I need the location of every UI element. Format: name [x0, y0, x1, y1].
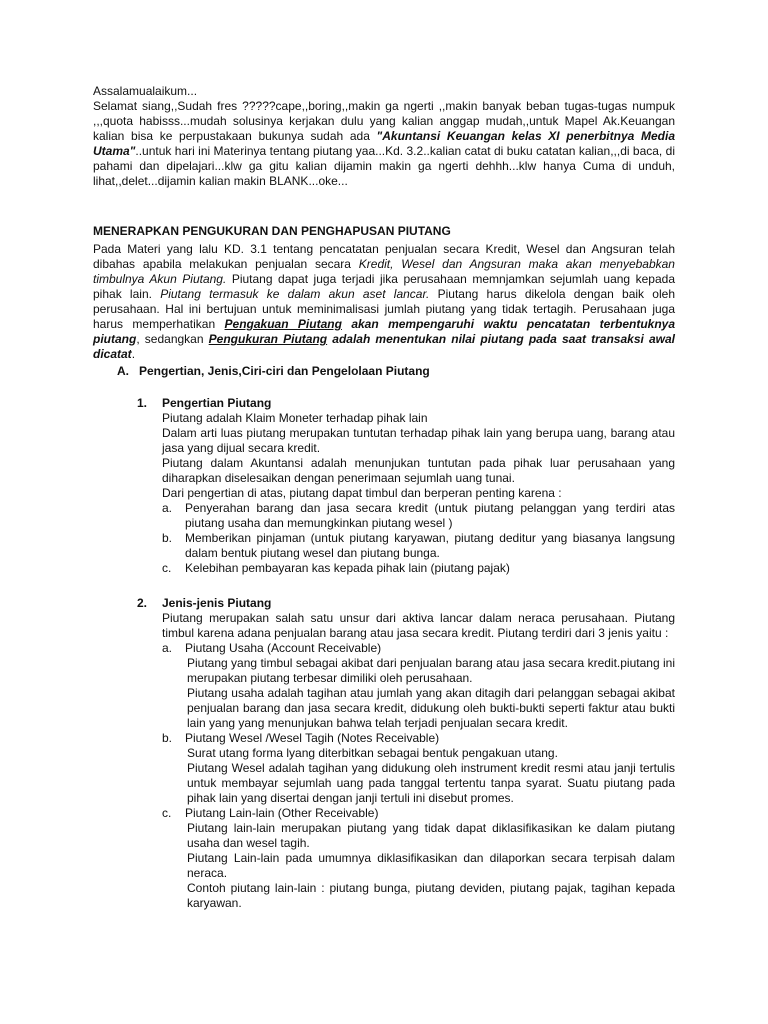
list-marker: c.: [162, 806, 172, 820]
subsection-2-title-text: Jenis-jenis Piutang: [162, 596, 272, 610]
sub1-line: Dari pengertian di atas, piutang dapat timbul dan berperan penting karena :: [162, 486, 562, 500]
list-para: Piutang Wesel adalah tagihan yang didukung oleh instrument kredit resmi atau janji tertulis untuk membayar sejumlah uang pada tanggal tertentu tanpa syarat. Suatu piutang pada pihak lain yang disertai dengan janji tertuli ini disebut promes.: [187, 761, 675, 805]
section-a-heading: [117, 364, 430, 379]
main-text-1: Pada Materi yang lalu KD. 3.1 tentang pencatatan penjualan secara Kredit, Wesel dan Angsuran telah dibahas apabila melakukan penjualan secara: [93, 242, 675, 271]
sub2-intro: Piutang merupakan salah satu unsur dari aktiva lancar dalam neraca perusahaan. Piutang timbul karena adana penjualan barang atau jasa secara kredit. Piutang terdiri dari 3 jenis yaitu :: [162, 611, 675, 640]
list-head: Piutang Usaha (Account Receivable): [185, 641, 382, 655]
main-text-2: Kredit, Wesel dan Angsuran maka akan menyebabkan timbulnya Akun Piutang.: [93, 257, 675, 286]
subsection-2: [137, 596, 675, 911]
section-a-label: A.: [117, 364, 129, 378]
sub1-list-item: [162, 501, 675, 531]
sub1-list-item: [162, 561, 675, 576]
intro-block: [93, 84, 675, 189]
list-text: Penyerahan barang dan jasa secara kredit (untuk piutang pelanggan yang terdiri atas piutang usaha dan memungkinkan piutang wesel ): [185, 501, 675, 530]
list-marker: a.: [162, 641, 173, 655]
greeting: Assalamualaikum...: [93, 84, 198, 98]
sub2-list-item-a: [162, 641, 675, 731]
main-text-5: Piutang harus dikelola dengan baik oleh perusahaan. Hal ini bertujuan untuk meminimalisasi jumlah piutang yang tidak tertagih. Perusahaan juga harus memperhatikan: [93, 287, 675, 331]
subsection-1-title-text: Pengertian Piutang: [162, 396, 272, 410]
main-text-7: akan mempengaruhi waktu pencatatan terbentuknya piutang: [93, 317, 675, 346]
list-head: Piutang Lain-lain (Other Receivable): [185, 806, 379, 820]
sub2-list-item-c: [162, 806, 675, 911]
main-paragraph: [93, 242, 675, 362]
main-text-3: Piutang dapat juga terjadi jika perusahaan memnjamkan sejumlah uang kepada pihak lain.: [93, 272, 675, 301]
main-text-11: .: [131, 347, 136, 361]
list-para: Surat utang forma lyang diterbitkan sebagai bentuk pengakuan utang.: [187, 746, 558, 760]
term-pengukuran-piutang: Pengukuran Piutang: [208, 332, 328, 346]
list-para: Piutang Lain-lain pada umumnya diklasifikasikan dan dilaporkan secara terpisah dalam neraca.: [187, 851, 675, 880]
list-marker: b.: [162, 731, 173, 745]
intro-paragraph: [93, 99, 675, 189]
book-title: "Akuntansi Keuangan kelas XI penerbitnya Media Utama": [93, 129, 675, 158]
main-text-4: Piutang termasuk ke dalam akun aset lancar.: [160, 287, 430, 301]
main-text-10: adalah menentukan nilai piutang pada saat transaksi awal dicatat: [93, 332, 675, 361]
section-a-title: Pengertian, Jenis,Ciri-ciri dan Pengelolaan Piutang: [139, 364, 430, 378]
list-text: Kelebihan pembayaran kas kepada pihak lain (piutang pajak): [185, 561, 510, 575]
subsection-1: [137, 396, 675, 576]
list-para: Contoh piutang lain-lain : piutang bunga, piutang deviden, piutang pajak, tagihan kepada karyawan.: [187, 881, 675, 910]
list-marker: b.: [162, 531, 173, 545]
term-pengakuan-piutang: Pengakuan Piutang: [224, 317, 342, 331]
list-marker: a.: [162, 501, 173, 515]
sub1-line: Piutang adalah Klaim Moneter terhadap pihak lain: [162, 411, 428, 425]
list-content: [185, 806, 675, 911]
sub1-list-item: [162, 531, 675, 561]
subsection-1-title: [137, 396, 675, 411]
list-content: [185, 641, 675, 731]
subsection-1-body: [162, 411, 675, 501]
sub2-list-item-b: [162, 731, 675, 806]
list-text: Memberikan pinjaman (untuk piutang karyawan, piutang deditur yang biasanya langsung dalam bentuk piutang wesel dan piutang bunga.: [185, 531, 675, 560]
list-para: Piutang yang timbul sebagai akibat dari penjualan barang atau jasa secara kredit.piutang ini merupakan piutang terbesar dimiliki oleh perusahaan.: [187, 656, 675, 685]
subsection-2-body: [162, 611, 675, 641]
list-content: [185, 731, 675, 806]
sub1-line: Dalam arti luas piutang merupakan tuntutan terhadap pihak lain yang berupa uang, barang atau jasa yang dijual secara kredit.: [162, 426, 675, 455]
intro-text-1: Selamat siang,,Sudah fres ?????cape,,boring,,makin ga ngerti ,,makin banyak beban tugas-tugas numpuk ,,,quota habisss...mudah solusinya kerjakan dulu yang kalian anggap mudah,,untuk Mapel Ak.Keuangan kalian bisa ke perpustakaan bukunya sudah ada: [93, 99, 675, 143]
main-section: [93, 224, 675, 362]
list-para: Piutang lain-lain merupakan piutang yang tidak dapat diklasifikasikan ke dalam piutang usaha dan wesel tagih.: [187, 821, 675, 850]
subsection-1-num: 1.: [137, 396, 148, 410]
subsection-2-title: [137, 596, 675, 611]
intro-text-2: ..untuk hari ini Materinya tentang piutang yaa...Kd. 3.2..kalian catat di buku catatan kalian,,,di baca, di pahami dan dipelajari...klw ga gitu kalian dijamin makin ga ngerti dehhh...klw hanya Cuma di unduh, lihat,,delet...dijamin kalian makin BLANK...oke...: [93, 144, 675, 188]
list-marker: c.: [162, 561, 172, 575]
subsection-2-num: 2.: [137, 596, 148, 610]
section-title: MENERAPKAN PENGUKURAN DAN PENGHAPUSAN PIUTANG: [93, 224, 451, 238]
sub1-line: Piutang dalam Akuntansi adalah menunjukan tuntutan pada pihak luar perusahaan yang diharapkan diselesaikan dengan penerimaan sejumlah uang tunai.: [162, 456, 675, 485]
list-para: Piutang usaha adalah tagihan atau jumlah yang akan ditagih dari pelanggan sebagai akibat penjualan barang dan jasa secara kredit, didukung oleh bukti-bukti seperti faktur atau bukti lain yang yang menunjukan bahwa telah terjadi penjualan secara kredit.: [187, 686, 675, 730]
main-text-8: , sedangkan: [136, 332, 209, 346]
list-head: Piutang Wesel /Wesel Tagih (Notes Receivable): [185, 731, 440, 745]
